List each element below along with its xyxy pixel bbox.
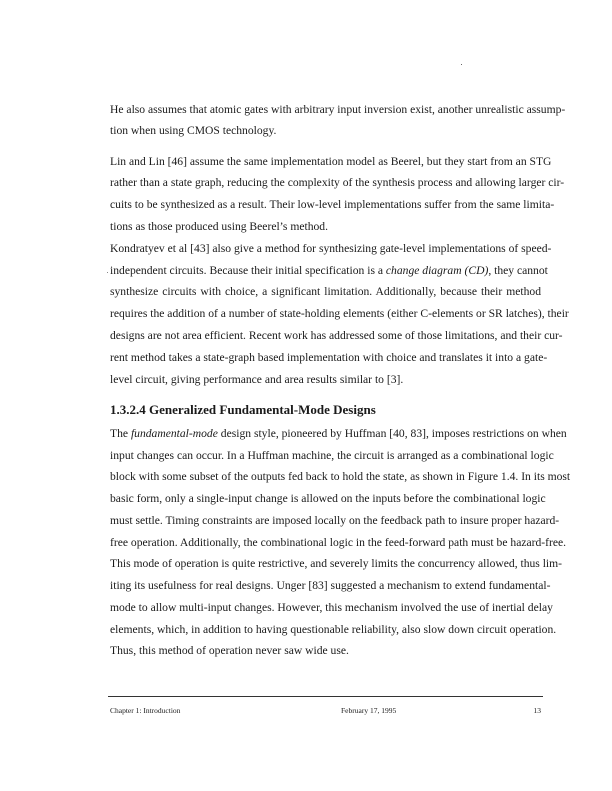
paragraph-3-line: synthesize circuits with choice, a significant limitation. Additionally, because their method [110,285,541,298]
section-paragraph-line: Thus, this method of operation never saw wide use. [110,644,349,657]
paragraph-3-line: level circuit, giving performance and area results similar to [3]. [110,373,404,386]
section-paragraph-line: input changes can occur. In a Huffman machine, the circuit is arranged as a combinational logic [110,449,554,462]
paragraph-1-line: He also assumes that atomic gates with arbitrary input inversion exist, another unrealistic assump- [110,103,566,116]
paragraph-3-line [110,264,548,278]
section-paragraph-line: block with some subset of the outputs fed back to hold the state, as shown in Figure 1.4. In its most [110,470,571,483]
footer-chapter: Chapter 1: Introduction [110,706,181,715]
paragraph-3-line: requires the addition of a number of state-holding elements (either C-elements or SR latches), their [110,307,569,320]
section-paragraph-line [110,427,567,441]
section-paragraph-line: must settle. Timing constraints are imposed locally on the feedback path to insure proper hazard- [110,514,560,527]
section-paragraph-line: This mode of operation is quite restrictive, and severely limits the concurrency allowed, thus lim- [110,557,563,570]
section-paragraph-line: basic form, only a single-input change is allowed on the inputs before the combinational logic [110,492,546,505]
emphasized-term: fundamental-mode [130,427,218,440]
footer-rule [108,696,543,697]
section-paragraph-line: elements, which, in addition to having questionable reliability, also slow down circuit operation. [110,623,557,636]
scan-speck [107,272,108,273]
paragraph-2-line: Lin and Lin [46] assume the same implementation model as Beerel, but they start from an STG [110,155,552,168]
section-paragraph-line: mode to allow multi-input changes. However, this mechanism involved the use of inertial delay [110,601,553,614]
text-run: , they cannot [488,264,548,277]
paragraph-3-line: rent method takes a state-graph based implementation with choice and translates it into a gate- [110,351,548,364]
emphasized-term: change diagram (CD) [385,264,489,277]
paragraph-2-line: rather than a state graph, reducing the complexity of the synthesis process and allowing larger cir- [110,176,565,189]
paragraph-2-line: tions as those produced using Beerel’s method. [110,220,328,233]
section-paragraph-line: free operation. Additionally, the combinational logic in the feed-forward path must be hazard-free. [110,536,567,549]
section-paragraph-line: iting its usefulness for real designs. Unger [83] suggested a mechanism to extend fundamental- [110,579,551,592]
text-run: independent circuits. Because their initial specification is a [110,264,386,277]
text-run: design style, pioneered by Huffman [40, 83], imposes restrictions on when [217,427,567,440]
paragraph-3-line: Kondratyev et al [43] also give a method for synthesizing gate-level implementations of speed- [110,242,552,255]
paragraph-1-line: tion when using CMOS technology. [110,124,277,137]
text-run: The [110,427,131,440]
paragraph-2-line: cuits to be synthesized as a result. Their low-level implementations suffer from the same limita- [110,198,555,211]
scan-speck [461,64,462,65]
paragraph-3-line: designs are not area efficient. Recent work has addressed some of those limitations, and their cur- [110,329,563,342]
footer-date: February 17, 1995 [341,706,397,715]
section-heading: 1.3.2.4 Generalized Fundamental-Mode Designs [110,402,376,417]
page-number: 13 [533,706,541,715]
